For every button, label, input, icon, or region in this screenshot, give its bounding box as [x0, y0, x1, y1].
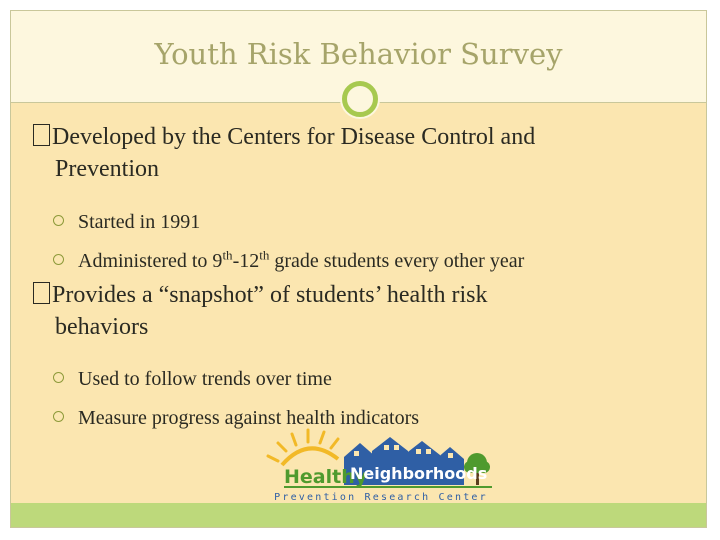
- ring-bullet-icon: [53, 254, 64, 265]
- bullet-1: [33, 121, 683, 185]
- bullet-2: [33, 279, 683, 343]
- sun-arc: [282, 448, 338, 465]
- sub-bullet-1-2-pre: Administered to 9: [78, 250, 223, 272]
- ring-bullet-icon: [53, 411, 64, 422]
- sun-icon: [268, 430, 338, 461]
- missing-glyph-bullet-icon: [33, 282, 50, 304]
- slide-title: Youth Risk Behavior Survey: [154, 37, 563, 71]
- sub-bullet-2-1: [53, 366, 693, 392]
- sub-bullet-1-2-sup1: th: [222, 247, 233, 263]
- sub-bullet-2-2-text: Measure progress against health indicators: [78, 407, 420, 429]
- ring-bullet-icon: [53, 372, 64, 383]
- sub-bullet-1-2-post: grade students every other year: [269, 250, 525, 272]
- sub-bullet-1-2-sup2: th: [259, 247, 270, 263]
- healthy-neighborhoods-logo: [256, 421, 506, 513]
- bullet-2-line1: Provides a “snapshot” of students’ health risk: [52, 282, 488, 308]
- slide-frame: [10, 10, 707, 528]
- sub-bullet-1-2-mid: -12: [232, 250, 260, 272]
- sub-bullet-1-1-text: Started in 1991: [78, 211, 201, 233]
- logo-word-healthy: Healthy: [284, 466, 368, 488]
- missing-glyph-bullet-icon: [33, 124, 50, 146]
- sub-bullet-1-2: [53, 248, 693, 274]
- bullet-1-line2: Prevention: [55, 156, 159, 182]
- sub-bullet-2-1-text: Used to follow trends over time: [78, 368, 332, 390]
- ring-bullet-icon: [53, 215, 64, 226]
- bullet-1-line1: Developed by the Centers for Disease Control and: [52, 124, 536, 150]
- bullet-2-line2: behaviors: [55, 314, 149, 340]
- footer-band: [11, 503, 706, 527]
- logo-word-neighborhoods: Neighborhoods: [350, 464, 488, 483]
- sub-bullet-1-1: [53, 209, 693, 235]
- logo-line-prc: Prevention Research Center: [274, 492, 488, 503]
